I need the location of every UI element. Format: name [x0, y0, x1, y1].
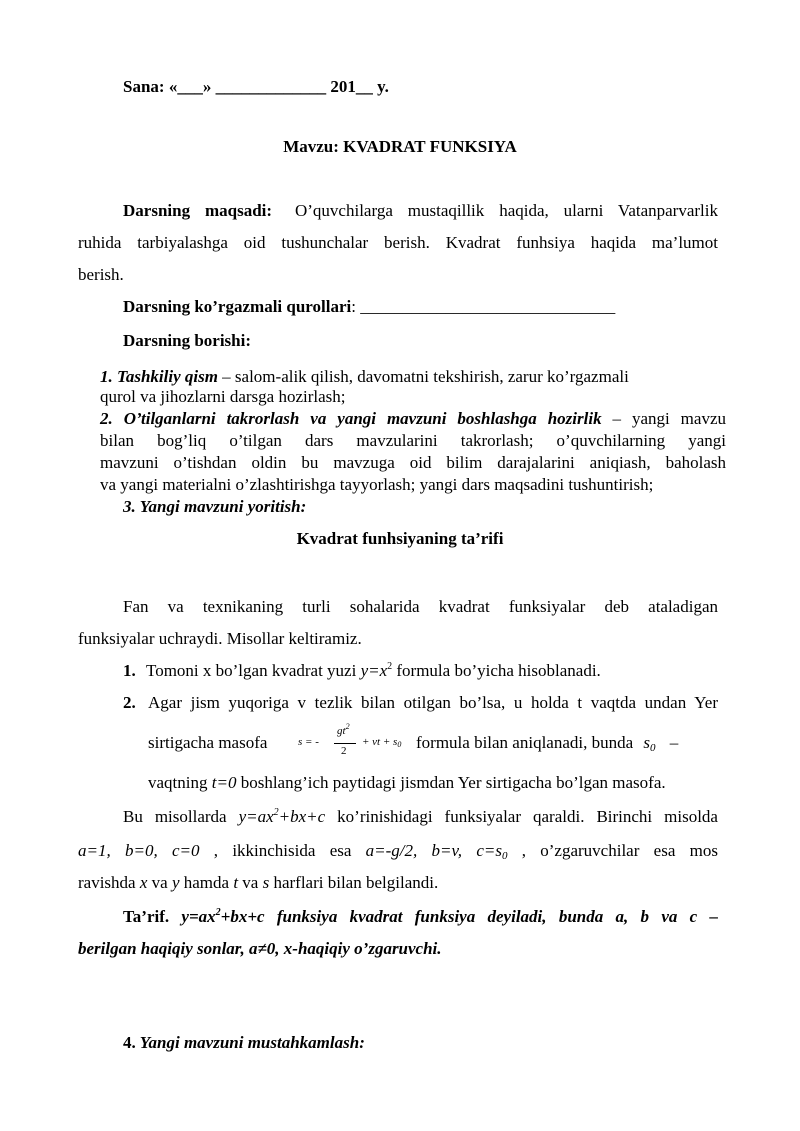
explain-3-b: va — [147, 873, 172, 892]
goal-line-3: berish. — [78, 265, 124, 284]
distance-equation — [298, 723, 418, 763]
explain-1-exponent: 2 — [273, 807, 279, 818]
date-line: Sana: «___» _____________ 201__ y. — [123, 77, 389, 96]
tools-label: Darsning ko’rgazmali qurollari — [123, 297, 352, 316]
topic-title: Mavzu: KVADRAT FUNKSIYA — [283, 137, 517, 156]
intro-text-1: Fan va texnikaning turli sohalarida kvadrat funksiyalar deb ataladigan — [123, 597, 718, 616]
step-2-line-3: mavzuni o’tishdan oldin bu mavzuga oid bilim darajalarini aniqiash, baholash — [100, 453, 726, 472]
example-2-line-3-b: boshlang’ich paytidagi jismdan Yer sirtigacha bo’lgan masofa. — [236, 773, 666, 792]
step-2-line-1 — [100, 408, 726, 430]
step-2-title: 2. O’tilganlarni takrorlash va yangi mavzuni boshlashga hozirlik — [100, 409, 602, 428]
definition-text-1: +bx+c funksiya kvadrat funksiya deyiladi, bunda a, b va c – — [220, 907, 718, 926]
step-3-title: 3. Yangi mavzuni yoritish: — [123, 497, 307, 516]
explain-line-1 — [123, 806, 718, 828]
example-1-text-b: formula bo’yicha hisoblanadi. — [392, 661, 601, 680]
goal-text-1: O’quvchilarga mustaqillik haqida, ularni Vatanparvarlik — [294, 201, 719, 220]
definition-formula-a: y=ax — [181, 907, 216, 926]
example-2-var-s: s — [643, 733, 651, 752]
equation-numerator — [337, 722, 350, 737]
explain-line-2 — [78, 840, 718, 862]
definition-label: Ta’rif. — [123, 907, 170, 926]
example-2-line-3 — [148, 772, 666, 794]
explain-3-a: ravishda — [78, 873, 140, 892]
explain-2-b: , ikkinchisida esa — [199, 841, 366, 860]
progress-label: Darsning borishi: — [123, 331, 251, 350]
intro-line-1 — [78, 596, 718, 618]
explain-1-formula-b: +bx+c — [278, 807, 326, 826]
example-1-exponent: 2 — [387, 661, 393, 672]
explain-3-t: t — [233, 873, 239, 892]
example-2-var-sub: 0 — [650, 742, 656, 754]
explain-2-a: a=1, b=0, c=0 — [78, 841, 200, 860]
explain-1-formula-a: y=ax — [238, 807, 274, 826]
step-1-text: – salom-alik qilish, davomatni tekshirish, zarur ko’rgazmali — [217, 367, 629, 386]
explain-3-d: va — [238, 873, 263, 892]
definition-line-2: berilgan haqiqiy sonlar, a≠0, x-haqiqiy o’zgaruvchi. — [78, 939, 442, 958]
explain-2-c: a=-g/2, b=v, c=s — [365, 841, 502, 860]
step-2-line-2: bilan bog’liq o’tilgan dars mavzularini takrorlash; o’quvchilarning yangi — [100, 431, 726, 450]
goal-label: Darsning maqsadi: — [123, 201, 273, 220]
example-1-text-a: Tomoni x bo’lgan kvadrat yuzi — [146, 661, 361, 680]
example-2-num: 2. — [123, 693, 136, 712]
example-2-line-3-var: t=0 — [211, 773, 237, 792]
example-2-number — [123, 692, 136, 714]
explain-1-b: ko’rinishidagi funksiyalar qaraldi. Birinchi misolda — [325, 807, 718, 826]
step-1-title: 1. Tashkiliy qism — [100, 367, 218, 386]
explain-1-a: Bu misollarda — [123, 807, 239, 826]
explain-3-y: y — [171, 873, 180, 892]
step-1-line-1 — [100, 366, 629, 388]
equation-denominator: 2 — [341, 745, 347, 757]
example-2-line-2b — [416, 732, 678, 754]
step-4-title: Yangi mavzuni mustahkamlash: — [135, 1033, 365, 1052]
explain-3-c: hamda — [179, 873, 234, 892]
example-1-number: 1. — [123, 661, 136, 680]
step-2-line-4: va yangi materialni o’zlashtirishga tayyorlash; yangi dars maqsadini tushuntirish; — [100, 475, 654, 494]
explain-line-3 — [78, 872, 438, 894]
explain-3-e: harflari bilan belgilandi. — [269, 873, 439, 892]
equation-rest-text: + vt + s — [362, 736, 398, 748]
explain-2-d: , o’zgaruvchilar esa mos — [507, 841, 718, 860]
example-2-line-2a: sirtigacha masofa — [148, 733, 268, 752]
example-2-line-3-a: vaqtning — [148, 773, 212, 792]
intro-line-2: funksiyalar uchraydi. Misollar keltiramiz. — [78, 629, 362, 648]
example-2-line-1: Agar jism yuqoriga v tezlik bilan otilgan bo’lsa, u holda t vaqtda undan Yer — [148, 693, 718, 712]
tools-line — [123, 296, 615, 318]
equation-numerator-text: gt — [337, 725, 346, 737]
definition-line-1 — [123, 906, 718, 928]
example-2-line-2b-text: formula bilan aniqlanadi, bunda — [416, 733, 634, 752]
equation-numerator-exponent: 2 — [345, 722, 350, 731]
step-1-line-2: qurol va jihozlarni darsga hozirlash; — [100, 387, 346, 406]
explain-3-s: s — [262, 873, 270, 892]
goal-line-2: ruhida tarbiyalashga oid tushunchalar berish. Kvadrat funhsiya haqida ma’lumot — [78, 233, 718, 252]
explain-3-x: x — [139, 873, 148, 892]
equation-rest-subscript: 0 — [397, 740, 402, 749]
goal-line-1 — [78, 200, 718, 222]
tools-blank: : ______________________________ — [351, 297, 616, 316]
example-1 — [123, 660, 601, 682]
section-title: Kvadrat funhsiyaning ta’rifi — [296, 529, 504, 548]
step-2-text: – yangi mavzu — [601, 409, 726, 428]
example-2-dash: – — [669, 733, 679, 752]
step-4 — [123, 1032, 365, 1054]
explain-2-sub: 0 — [501, 850, 508, 862]
example-1-formula: y=x — [360, 661, 388, 680]
equation-lhs: s = - — [298, 736, 319, 748]
equation-rest — [362, 736, 401, 748]
fraction-bar — [334, 743, 356, 744]
definition-exponent: 2 — [215, 907, 221, 918]
step-4-number: 4. — [123, 1033, 136, 1052]
